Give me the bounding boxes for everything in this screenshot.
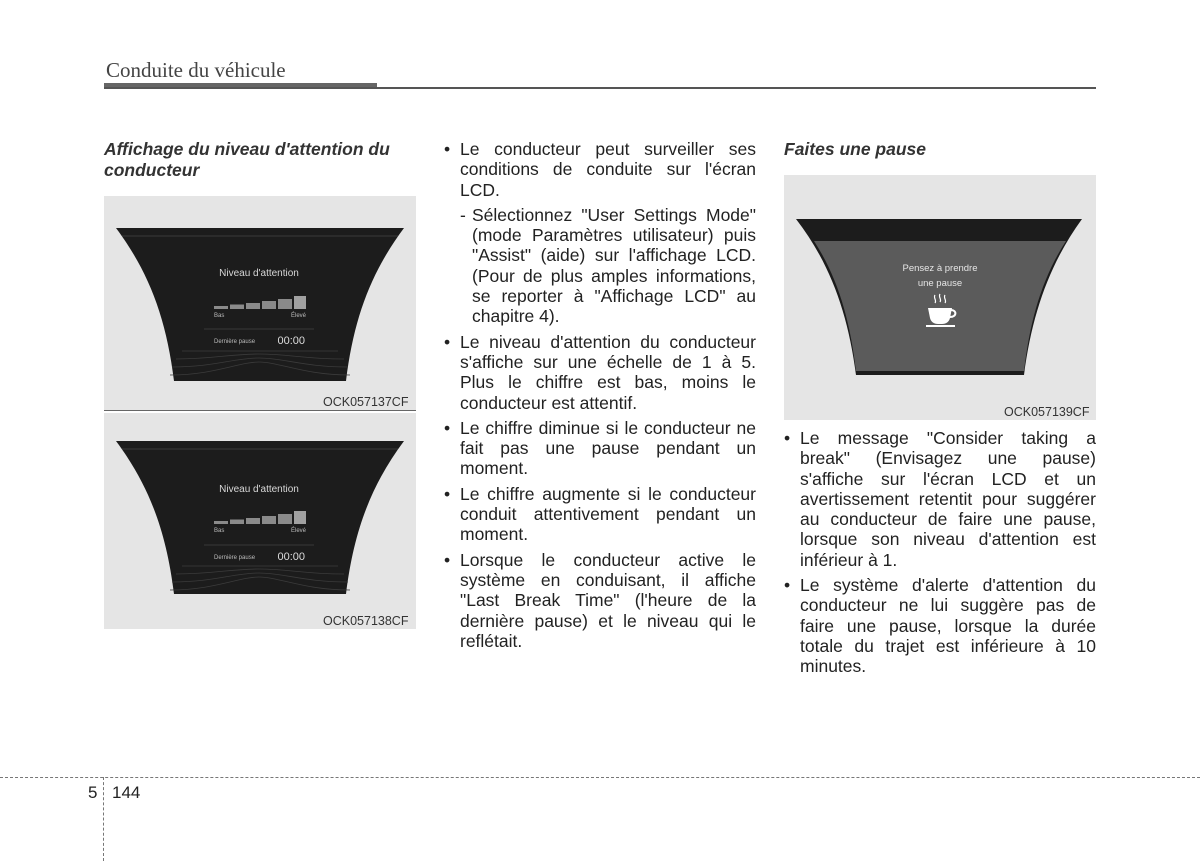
figure-caption-1: OCK057137CF xyxy=(323,395,409,409)
list-item: • Le chiffre augmente si le conducteur conduit attentivement pendant un moment. xyxy=(444,483,756,545)
figure-take-break xyxy=(784,175,1096,420)
scale-high-label: Élevé xyxy=(290,313,306,319)
last-break-time: 00:00 xyxy=(277,335,305,347)
figure-caption-2: OCK057138CF xyxy=(323,614,409,628)
section-heading-attention-display: Affichage du niveau d'attention du conducteur xyxy=(104,139,390,180)
footer-rule xyxy=(0,777,1200,778)
list-item: • Lorsque le conducteur active le système en conduisant, il affiche "Last Break Time" (l'heure de la dernière pause) et le niveau qui le reflétait. xyxy=(444,549,756,651)
scale-low-label: Bas xyxy=(214,528,225,534)
header-rule xyxy=(104,87,1096,89)
list-item: • Le chiffre diminue si le conducteur ne fait pas une pause pendant un moment. xyxy=(444,417,756,479)
scale-high-label: Élevé xyxy=(290,528,306,534)
break-message-line2: une pause xyxy=(917,278,963,289)
section-heading-take-break: Faites une pause xyxy=(784,139,926,159)
figure-attention-level-2 xyxy=(104,413,416,629)
last-break-label: Dernière pause xyxy=(214,339,256,345)
list-item: • Le niveau d'attention du conducteur s'affiche sur une échelle de 1 à 5. Plus le chiffre est bas, moins le conducteur est attentif. xyxy=(444,331,756,413)
page-number: 144 xyxy=(112,783,141,802)
figure-attention-level-1 xyxy=(104,196,416,410)
last-break-label: Dernière pause xyxy=(214,555,256,561)
figure-caption-3: OCK057139CF xyxy=(1004,405,1090,419)
lcd-screen-take-break xyxy=(784,175,1096,420)
right-bullet-list xyxy=(784,428,1096,682)
scale-low-label: Bas xyxy=(214,313,225,319)
chapter-number: 5 xyxy=(88,783,98,802)
list-subitem: - Sélectionnez "User Settings Mode" (mode Paramètres utilisateur) puis "Assist" (aide) sur l'affichage LCD. (Pour de plus amples informations, se reporter à "Affichage LCD" au chapitre 4). xyxy=(460,204,756,327)
list-item: • Le conducteur peut surveiller ses conditions de conduite sur l'écran LCD. xyxy=(444,139,756,200)
lcd-screen-attention-1 xyxy=(104,196,416,410)
footer-vertical-rule xyxy=(103,777,104,861)
list-item: • Le message "Consider taking a break" (Envisagez une pause) s'affiche sur l'écran LCD et un avertissement retentit pour suggérer au conducteur de faire une pause, lorsque son niveau d'attention est inférieur à 1. xyxy=(784,428,1096,570)
page-header-title: Conduite du véhicule xyxy=(106,58,286,82)
middle-bullet-list xyxy=(444,139,756,656)
break-message-line1: Pensez à prendre xyxy=(902,263,978,274)
lcd-screen-attention-2 xyxy=(104,413,416,629)
last-break-time: 00:00 xyxy=(277,551,305,563)
list-item: • Le système d'alerte d'attention du conducteur ne lui suggère pas de faire une pause, lorsque la durée totale du trajet est inférieure à 10 minutes. xyxy=(784,575,1096,677)
figure-divider xyxy=(104,410,416,411)
screen-title: Niveau d'attention xyxy=(219,268,299,279)
screen-title: Niveau d'attention xyxy=(219,484,299,495)
